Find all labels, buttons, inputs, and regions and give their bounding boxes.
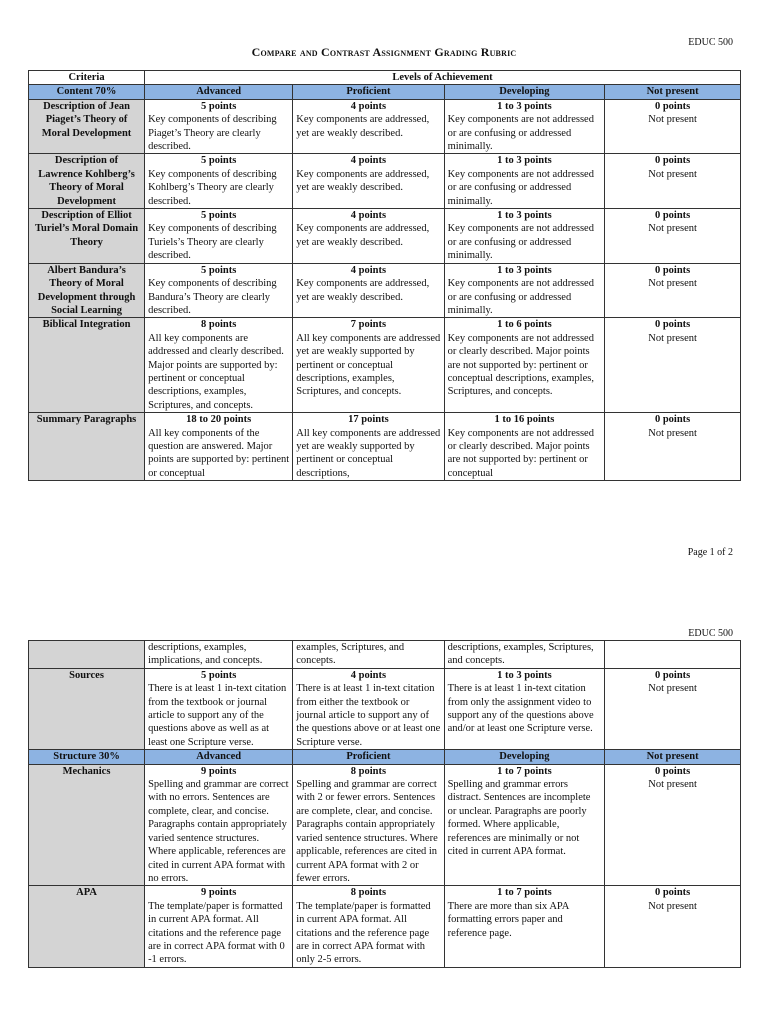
points-value: 1 to 7 points (497, 765, 552, 777)
level-advanced: Advanced (145, 85, 293, 99)
cell-description: Key components are addressed, yet are weakly described. (296, 168, 430, 194)
cell-description: Not present (648, 223, 697, 235)
cell-description: Not present (648, 278, 697, 290)
cell-description: Key components are not addressed or are confusing or addressed minimally. (447, 114, 594, 153)
cell-description: Not present (648, 683, 697, 695)
level-developing: Developing (444, 85, 605, 99)
points-value: 8 points (201, 319, 237, 331)
points-value: 1 to 3 points (497, 210, 552, 222)
table-row (29, 209, 741, 264)
rubric-cell (444, 154, 605, 209)
table-row (29, 764, 741, 886)
cell-description: Key components of describing Turiels’s Theory are clearly described. (148, 223, 277, 262)
page-2-table-area (0, 560, 768, 1024)
criterion-cell: Description of Jean Piaget’s Theory of Moral Development (29, 99, 145, 154)
rubric-cell (293, 99, 444, 154)
rubric-cell (145, 154, 293, 209)
level-proficient: Proficient (293, 750, 444, 764)
table-row (29, 263, 741, 318)
level-advanced: Advanced (145, 750, 293, 764)
points-value: 0 points (654, 765, 691, 777)
cell-description: All key components are addressed yet are weakly supported by pertinent or conceptual descriptions, (296, 427, 441, 479)
table-row (29, 668, 741, 749)
course-code: EDUC 500 (688, 37, 733, 48)
cell-description: Not present (648, 427, 697, 439)
table-row (29, 99, 741, 154)
points-value: 0 points (654, 155, 691, 167)
points-value: 1 to 16 points (494, 414, 555, 426)
level-proficient: Proficient (293, 85, 444, 99)
points-value: 1 to 3 points (497, 155, 552, 167)
rubric-cell (444, 263, 605, 318)
points-value: 1 to 3 points (497, 264, 552, 276)
rubric-cell (605, 413, 741, 481)
cell-description: Not present (648, 332, 697, 344)
rubric-cell (444, 764, 605, 886)
section-header-row (29, 85, 741, 99)
criterion-cell: APA (29, 886, 145, 967)
criterion-cell: Sources (29, 668, 145, 749)
criterion-cell: Description of Lawrence Kohlberg’s Theory of Moral Development (29, 154, 145, 209)
cell-description: Not present (648, 114, 697, 126)
rubric-cell (145, 764, 293, 886)
points-value: 9 points (201, 887, 237, 899)
points-value: 18 to 20 points (186, 414, 252, 426)
rubric-cell (605, 99, 741, 154)
cell-description: Not present (648, 900, 697, 912)
rubric-cell (444, 886, 605, 967)
rubric-cell (145, 668, 293, 749)
points-value: 1 to 6 points (497, 319, 552, 331)
points-value: 1 to 3 points (497, 100, 552, 112)
points-value: 7 points (350, 319, 387, 331)
cell-description: Key components are not addressed or clearly described. Major points are not supported by: pertinent or conceptual descriptions, examples, Scriptures, and concepts. (447, 332, 594, 398)
criterion-cell: Biblical Integration (29, 318, 145, 413)
points-value: 5 points (201, 669, 237, 681)
points-value: 0 points (654, 669, 691, 681)
page-1-rows (29, 99, 741, 480)
rubric-table-page-2 (28, 640, 741, 968)
points-value: 4 points (350, 210, 387, 222)
continuation-cell: descriptions, examples, Scriptures, and concepts. (444, 641, 605, 669)
criterion-cell: Description of Elliot Turiel’s Moral Domain Theory (29, 209, 145, 264)
table-header-row (29, 71, 741, 85)
cell-description: The template/paper is formatted in current APA format. All citations and the reference page are in correct APA format with only 2-5 errors. (296, 900, 431, 966)
level-developing: Developing (444, 750, 605, 764)
document-title: Compare and Contrast Assignment Grading Rubric (251, 45, 517, 59)
rubric-cell (145, 413, 293, 481)
rubric-cell (605, 764, 741, 886)
section-name: Structure 30% (29, 750, 145, 764)
points-value: 0 points (654, 887, 691, 899)
cell-description: Key components of describing Piaget’s Theory are clearly described. (148, 114, 277, 153)
criterion-cell: Summary Paragraphs (29, 413, 145, 481)
points-value: 8 points (350, 765, 387, 777)
criteria-header: Criteria (29, 71, 145, 85)
continuation-row (29, 641, 741, 669)
continuation-cell: examples, Scriptures, and concepts. (293, 641, 444, 669)
points-value: 0 points (654, 100, 691, 112)
rubric-page-2 (0, 560, 768, 1024)
rubric-cell (444, 209, 605, 264)
cell-description: Key components are addressed, yet are weakly described. (296, 278, 430, 303)
criterion-cell: Albert Bandura’s Theory of Moral Development through Social Learning (29, 263, 145, 318)
points-value: 1 to 3 points (497, 669, 552, 681)
cell-description: There is at least 1 in-text citation from only the assignment video to support any of the questions above and/or at least one Scripture verse. (447, 683, 594, 735)
table-row (29, 413, 741, 481)
points-value: 8 points (350, 887, 387, 899)
cell-description: All key components of the question are answered. Major points are supported by: pertinent or conceptual (148, 427, 290, 479)
cell-description: All key components are addressed and clearly described. Major points are supported by: pertinent or conceptual descriptions, examples, Scriptures, and concepts. (148, 332, 284, 411)
cell-description: Spelling and grammar are correct with no errors. Sentences are complete, clear, and concise. Paragraphs contain appropriately varied sentence structures. Where applicable, references are cited in current APA format with no errors. (148, 779, 289, 884)
cell-description: The template/paper is formatted in current APA format. All citations and the reference page are in correct APA format with 0 -1 errors. (148, 900, 285, 966)
points-value: 4 points (350, 155, 387, 167)
rubric-cell (145, 318, 293, 413)
rubric-cell (444, 668, 605, 749)
rubric-cell (605, 668, 741, 749)
section-header-row (29, 750, 741, 764)
page-2-rows-before (29, 668, 741, 749)
rubric-cell (145, 263, 293, 318)
rubric-cell (145, 886, 293, 967)
continuation-cell: descriptions, examples, implications, and concepts. (145, 641, 293, 669)
rubric-cell (145, 209, 293, 264)
cell-description: Key components are not addressed or are confusing or addressed minimally. (447, 278, 594, 316)
cell-description: Key components are not addressed or are confusing or addressed minimally. (447, 168, 594, 207)
cell-description: Key components are addressed, yet are weakly described. (296, 223, 430, 248)
table-row (29, 154, 741, 209)
rubric-cell (145, 99, 293, 154)
cell-description: Spelling and grammar errors distract. Sentences are incomplete or unclear. Paragraphs are poorly formed. Where applicable, references are minimally or not cited in current APA format. (447, 779, 591, 858)
cell-description: There is at least 1 in-text citation from the textbook or journal article to support any of the questions above as well as at least one Scripture verse. (148, 683, 287, 748)
table-row (29, 886, 741, 967)
rubric-cell (605, 154, 741, 209)
cell-description: Not present (648, 168, 697, 180)
rubric-cell (605, 263, 741, 318)
course-code: EDUC 500 (688, 628, 733, 639)
points-value: 4 points (350, 669, 387, 681)
rubric-cell (444, 413, 605, 481)
level-not-present: Not present (605, 750, 741, 764)
rubric-cell (293, 209, 444, 264)
cell-description: Key components of describing Bandura’s Theory are clearly described. (148, 278, 277, 316)
rubric-cell (605, 209, 741, 264)
rubric-cell (605, 318, 741, 413)
rubric-cell (293, 154, 444, 209)
page-number: Page 1 of 2 (687, 547, 733, 558)
rubric-cell (605, 886, 741, 967)
cell-description: Not present (648, 779, 697, 791)
points-value: 5 points (201, 155, 237, 167)
rubric-cell (293, 764, 444, 886)
cell-description: There are more than six APA formatting errors paper and reference page. (447, 900, 569, 939)
points-value: 5 points (201, 210, 237, 222)
points-value: 5 points (201, 100, 237, 112)
points-value: 0 points (654, 264, 691, 276)
points-value: 4 points (350, 100, 387, 112)
levels-header: Levels of Achievement (145, 71, 741, 85)
section-name: Content 70% (29, 85, 145, 99)
continuation-cell (29, 641, 145, 669)
page-2-rows-after (29, 764, 741, 967)
points-value: 4 points (350, 264, 387, 276)
rubric-cell (444, 99, 605, 154)
points-value: 0 points (654, 319, 691, 331)
points-value: 5 points (201, 264, 237, 276)
points-value: 0 points (654, 210, 691, 222)
points-value: 0 points (654, 414, 691, 426)
rubric-cell (293, 318, 444, 413)
rubric-cell (444, 318, 605, 413)
level-not-present: Not present (605, 85, 741, 99)
continuation-cell (605, 641, 741, 669)
cell-description: Key components are addressed, yet are weakly described. (296, 114, 430, 139)
rubric-cell (293, 886, 444, 967)
cell-description: Key components are not addressed or clearly described. Major points are not supported by: pertinent or conceptual (447, 427, 594, 479)
points-value: 1 to 7 points (497, 887, 552, 899)
rubric-cell (293, 263, 444, 318)
cell-description: All key components are addressed yet are weakly supported by pertinent or conceptual descriptions, examples, Scriptures, and concepts. (296, 332, 441, 398)
table-row (29, 318, 741, 413)
points-value: 17 points (348, 414, 389, 426)
points-value: 9 points (201, 765, 237, 777)
cell-description: Key components of describing Kohlberg’s Theory are clearly described. (148, 168, 277, 207)
cell-description: There is at least 1 in-text citation from either the textbook or journal article to support any of the questions above or at least one Scripture verse. (296, 683, 441, 748)
cell-description: Spelling and grammar are correct with 2 or fewer errors. Sentences are complete, clear, and concise. Paragraphs contain appropriately varied sentence structures. Where applicable, references are cited in current APA format with 2 or fewer errors. (296, 779, 438, 884)
rubric-cell (293, 668, 444, 749)
criterion-cell: Mechanics (29, 764, 145, 886)
page-gap (0, 568, 768, 626)
rubric-table-page-1 (28, 70, 741, 481)
cell-description: Key components are not addressed or are confusing or addressed minimally. (447, 223, 594, 262)
rubric-cell (293, 413, 444, 481)
